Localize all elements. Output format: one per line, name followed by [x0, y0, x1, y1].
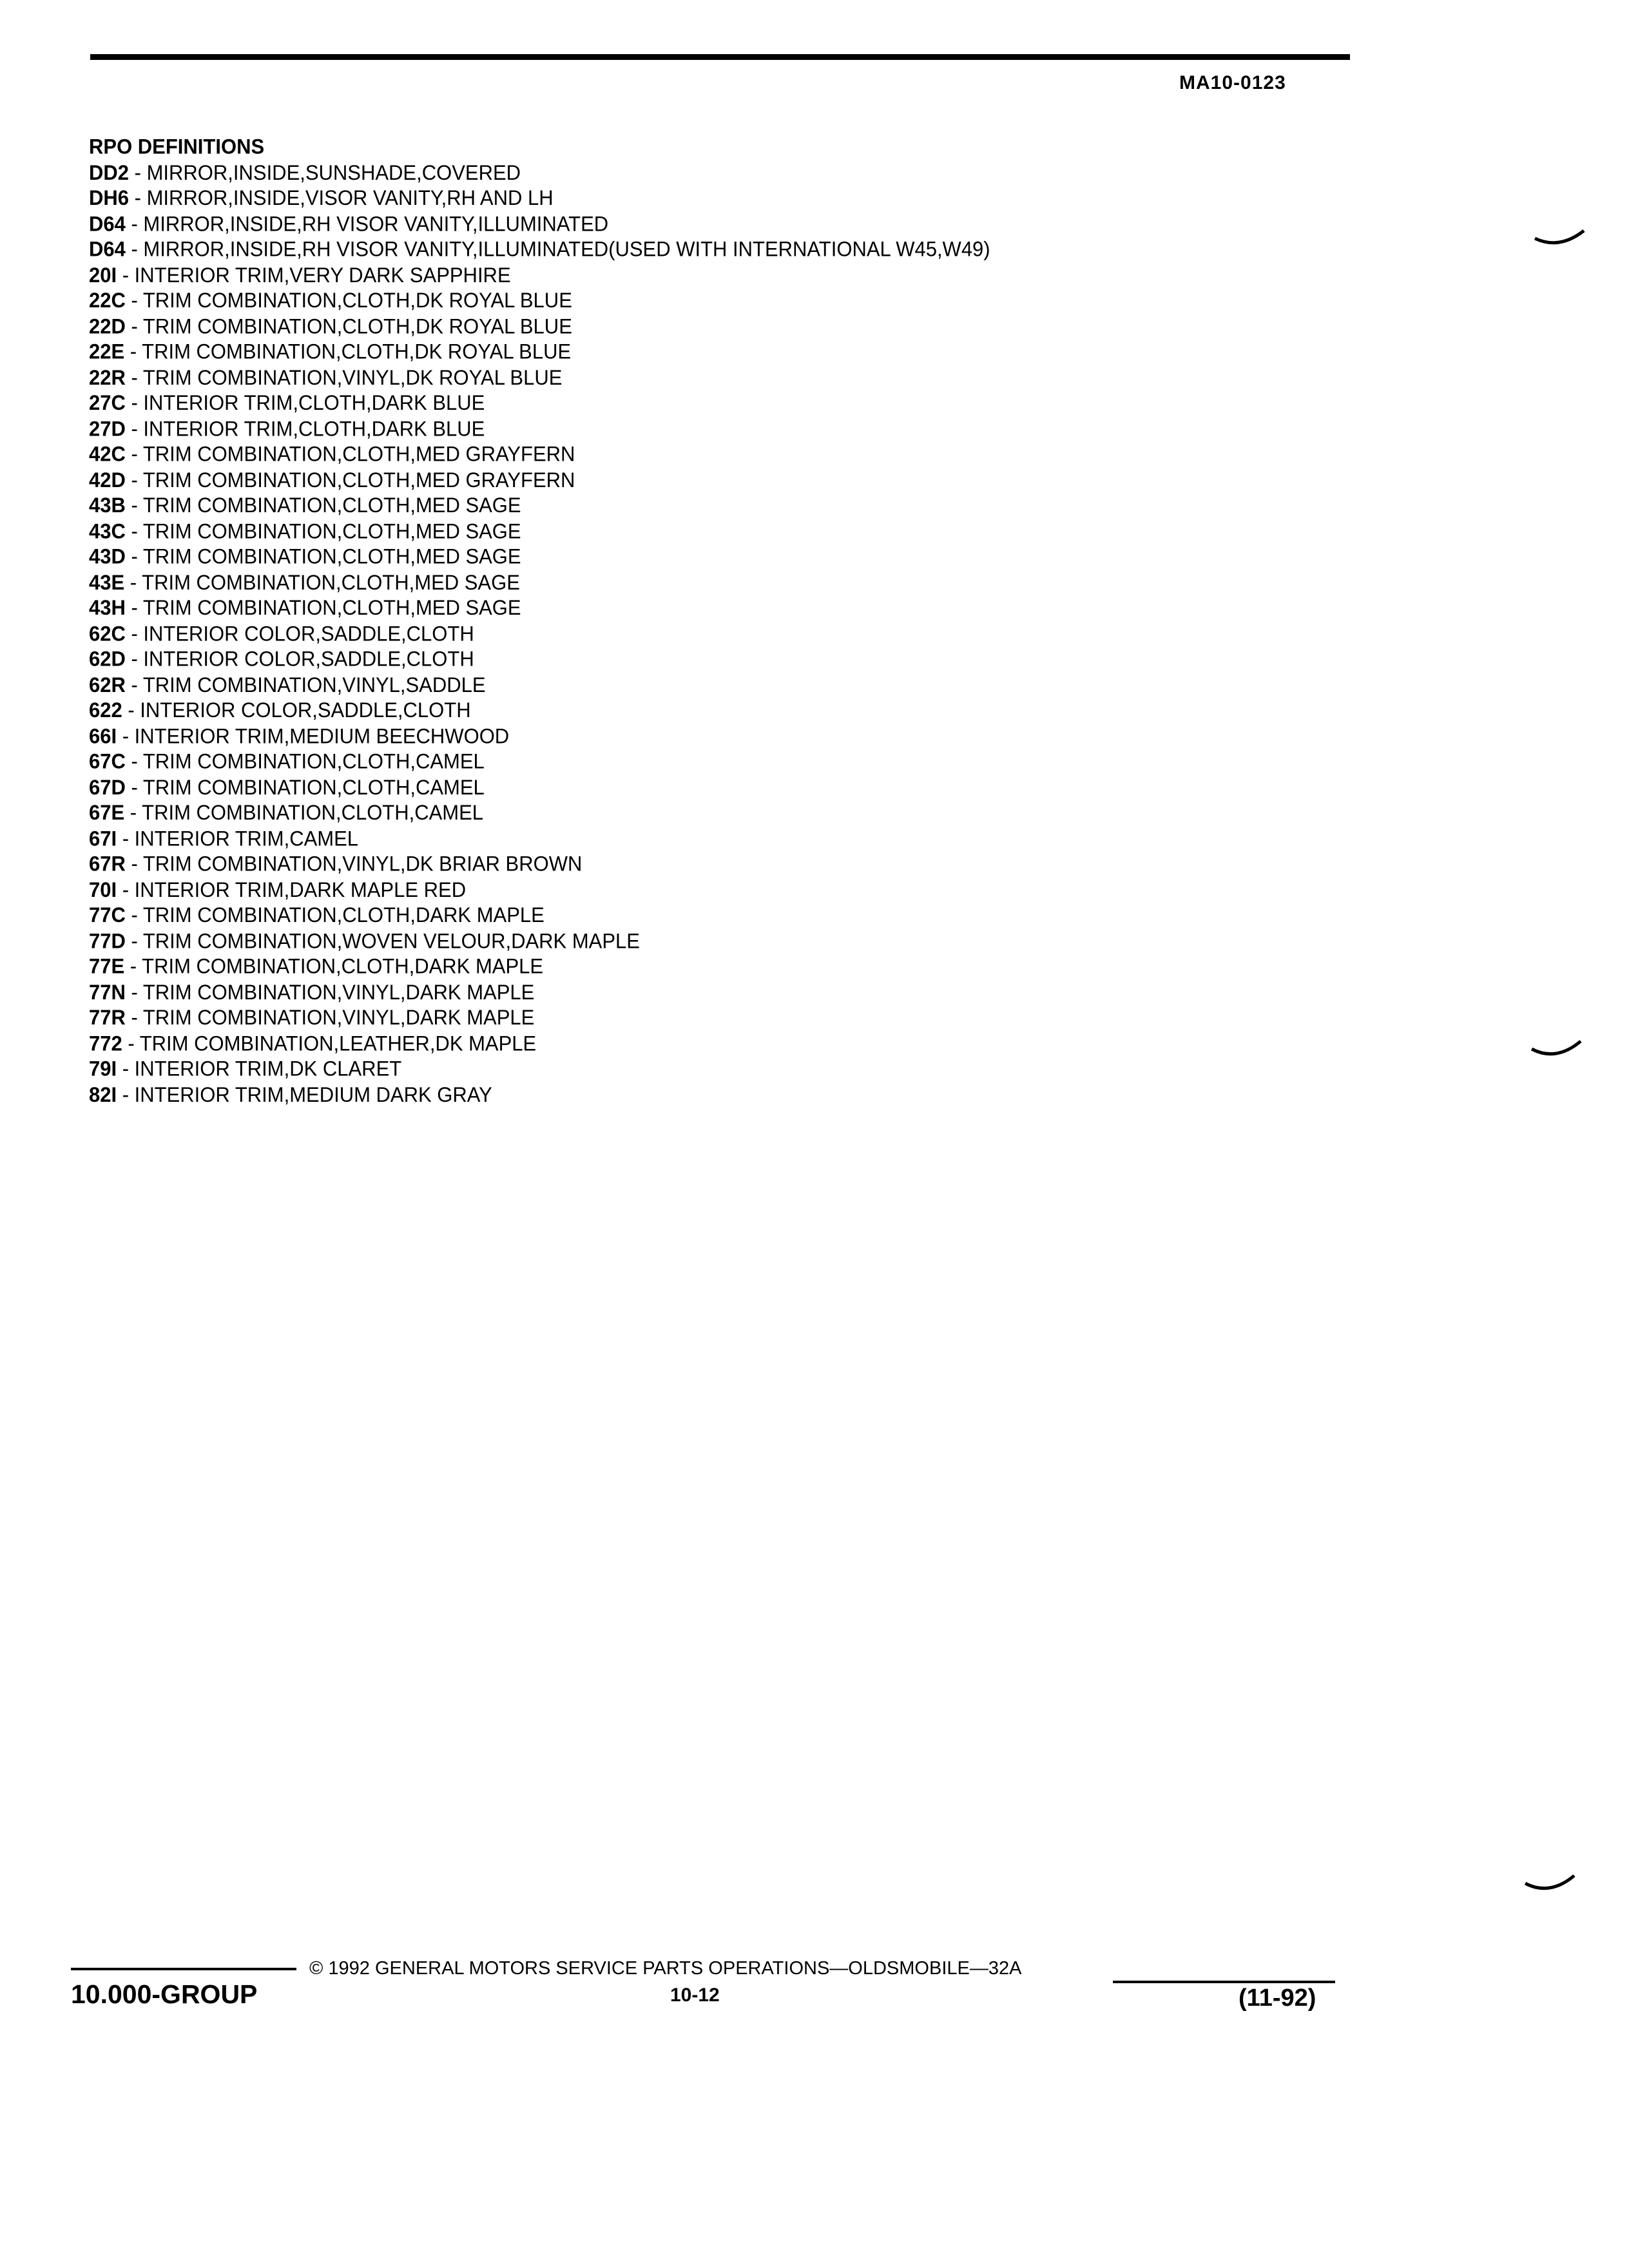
- rpo-code: 67D: [89, 774, 126, 799]
- rpo-entry: [89, 390, 990, 416]
- rpo-description: - TRIM COMBINATION,CLOTH,MED SAGE: [124, 570, 520, 594]
- rpo-code: 62D: [89, 647, 126, 671]
- rpo-description: - INTERIOR COLOR,SADDLE,CLOTH: [125, 647, 474, 671]
- rpo-description: - TRIM COMBINATION,CLOTH,MED SAGE: [125, 544, 521, 569]
- binder-mark: [1534, 226, 1585, 251]
- rpo-entry: [89, 313, 990, 339]
- rpo-code: 27C: [89, 390, 126, 415]
- rpo-description: - TRIM COMBINATION,CLOTH,MED GRAYFERN: [125, 467, 575, 492]
- rpo-entry: [89, 1056, 990, 1082]
- rpo-entry: [89, 698, 990, 724]
- rpo-code: 622: [89, 698, 122, 722]
- rpo-entry: [89, 186, 990, 211]
- rpo-description: - TRIM COMBINATION,CLOTH,CAMEL: [125, 774, 485, 799]
- rpo-description: - INTERIOR COLOR,SADDLE,CLOTH: [122, 698, 471, 722]
- rpo-entry: [89, 339, 990, 365]
- rpo-entry: [89, 416, 990, 441]
- rpo-entry: [89, 441, 990, 467]
- rpo-description: - MIRROR,INSIDE,VISOR VANITY,RH AND LH: [129, 186, 554, 210]
- rpo-code: 43H: [89, 595, 126, 620]
- rpo-entry: [89, 288, 990, 314]
- rpo-description: - INTERIOR TRIM,VERY DARK SAPPHIRE: [117, 262, 511, 287]
- rpo-entry: [89, 595, 990, 620]
- rpo-code: D64: [89, 211, 126, 236]
- rpo-entry: [89, 902, 990, 928]
- rpo-code: 22R: [89, 365, 126, 389]
- rpo-entry: [89, 211, 990, 236]
- rpo-entry: [89, 262, 990, 288]
- rpo-entry: [89, 646, 990, 672]
- rpo-code: 43E: [89, 570, 125, 594]
- rpo-description: - TRIM COMBINATION,CLOTH,DK ROYAL BLUE: [124, 340, 572, 364]
- rpo-description: - TRIM COMBINATION,CLOTH,DARK MAPLE: [124, 954, 544, 979]
- rpo-entry: [89, 570, 990, 595]
- binder-mark: [1530, 1037, 1582, 1063]
- rpo-entry: [89, 365, 990, 390]
- rpo-description: - INTERIOR TRIM,CLOTH,DARK BLUE: [125, 416, 485, 441]
- rpo-code: 77N: [89, 979, 126, 1004]
- rpo-entry: [89, 620, 990, 646]
- rpo-entry: [89, 493, 990, 519]
- footer-rule-left: [71, 1968, 296, 1970]
- footer-rule-right: [1113, 1981, 1335, 1983]
- footer-date: (11-92): [1239, 1984, 1316, 2012]
- rpo-code: 20I: [89, 262, 117, 287]
- footer-copyright: © 1992 GENERAL MOTORS SERVICE PARTS OPERATIONS—OLDSMOBILE—32A: [309, 1958, 1022, 1979]
- rpo-description: - TRIM COMBINATION,CLOTH,MED SAGE: [125, 493, 521, 517]
- rpo-code: 43D: [89, 544, 126, 569]
- rpo-code: 22E: [89, 340, 125, 364]
- rpo-code: 77E: [89, 954, 125, 979]
- rpo-code: DD2: [89, 160, 130, 184]
- rpo-description: - TRIM COMBINATION,VINYL,DK BRIAR BROWN: [125, 852, 583, 876]
- rpo-description: - TRIM COMBINATION,VINYL,DARK MAPLE: [125, 1005, 535, 1030]
- rpo-code: 77C: [89, 903, 126, 927]
- rpo-entry: [89, 672, 990, 698]
- rpo-code: D64: [89, 237, 126, 262]
- rpo-code: 82I: [89, 1082, 117, 1106]
- rpo-entry: [89, 825, 990, 851]
- rpo-description: - INTERIOR TRIM,CAMEL: [117, 826, 359, 850]
- rpo-code: 27D: [89, 416, 126, 441]
- rpo-description: - INTERIOR TRIM,DARK MAPLE RED: [117, 877, 467, 901]
- rpo-description: - TRIM COMBINATION,CLOTH,DARK MAPLE: [125, 903, 545, 927]
- footer-page-number: 10-12: [670, 1984, 720, 2006]
- rpo-description: - INTERIOR TRIM,MEDIUM DARK GRAY: [117, 1082, 492, 1106]
- rpo-entry: [89, 1082, 990, 1108]
- rpo-entry: [89, 1030, 990, 1056]
- rpo-entry: [89, 749, 990, 774]
- rpo-code: 62C: [89, 621, 126, 646]
- rpo-entry: [89, 774, 990, 800]
- rpo-code: 43B: [89, 493, 126, 517]
- rpo-description: - TRIM COMBINATION,CLOTH,CAMEL: [124, 800, 484, 825]
- rpo-code: 66I: [89, 724, 117, 748]
- rpo-entry: [89, 160, 990, 186]
- rpo-description: - TRIM COMBINATION,CLOTH,DK ROYAL BLUE: [125, 288, 572, 312]
- rpo-description: - TRIM COMBINATION,VINYL,DK ROYAL BLUE: [125, 365, 563, 389]
- rpo-description: - INTERIOR TRIM,MEDIUM BEECHWOOD: [117, 724, 510, 748]
- rpo-code: 43C: [89, 519, 126, 543]
- rpo-description: - INTERIOR COLOR,SADDLE,CLOTH: [125, 621, 474, 646]
- rpo-code: 79I: [89, 1057, 117, 1081]
- rpo-entry: [89, 800, 990, 826]
- rpo-description: - MIRROR,INSIDE,RH VISOR VANITY,ILLUMINATED(USED WITH INTERNATIONAL W45,W49): [125, 237, 990, 262]
- rpo-description: - TRIM COMBINATION,VINYL,SADDLE: [125, 672, 486, 697]
- rpo-code: DH6: [89, 186, 130, 210]
- footer-group: 10.000-GROUP: [71, 1979, 258, 2009]
- rpo-code: 70I: [89, 877, 117, 901]
- rpo-entry: [89, 467, 990, 493]
- rpo-description: - TRIM COMBINATION,CLOTH,CAMEL: [125, 749, 485, 774]
- rpo-code: 22C: [89, 288, 126, 312]
- rpo-description: - TRIM COMBINATION,WOVEN VELOUR,DARK MAPLE: [125, 928, 640, 953]
- rpo-entry: [89, 236, 990, 262]
- rpo-code: 62R: [89, 672, 126, 697]
- rpo-code: 67C: [89, 749, 126, 774]
- rpo-code: 67E: [89, 800, 125, 825]
- rpo-heading: RPO DEFINITIONS: [89, 135, 265, 159]
- rpo-entry: [89, 518, 990, 544]
- rpo-description: - MIRROR,INSIDE,SUNSHADE,COVERED: [129, 160, 521, 184]
- rpo-list: [89, 160, 990, 1108]
- rpo-description: - TRIM COMBINATION,VINYL,DARK MAPLE: [125, 979, 535, 1004]
- rpo-code: 67I: [89, 826, 117, 850]
- rpo-code: 42C: [89, 442, 126, 466]
- rpo-entry: [89, 877, 990, 903]
- rpo-entry: [89, 1004, 990, 1030]
- rpo-code: 77R: [89, 1005, 126, 1030]
- rpo-description: - INTERIOR TRIM,CLOTH,DARK BLUE: [125, 390, 485, 415]
- rpo-code: 22D: [89, 314, 126, 338]
- rpo-entry: [89, 979, 990, 1005]
- rpo-entry: [89, 544, 990, 570]
- rpo-description: - TRIM COMBINATION,CLOTH,MED SAGE: [125, 595, 521, 620]
- rpo-entry: [89, 723, 990, 749]
- rpo-code: 42D: [89, 467, 126, 492]
- rpo-code: 77D: [89, 928, 126, 953]
- rpo-code: 67R: [89, 852, 126, 876]
- rpo-entry: [89, 851, 990, 877]
- rpo-description: - TRIM COMBINATION,CLOTH,MED GRAYFERN: [125, 442, 575, 466]
- binder-mark: [1524, 1872, 1576, 1898]
- top-rule: [90, 54, 1350, 60]
- rpo-entry: [89, 928, 990, 954]
- rpo-description: - INTERIOR TRIM,DK CLARET: [117, 1057, 402, 1081]
- rpo-entry: [89, 954, 990, 979]
- rpo-description: - TRIM COMBINATION,LEATHER,DK MAPLE: [122, 1031, 537, 1055]
- document-code: MA10-0123: [1179, 72, 1286, 93]
- rpo-code: 772: [89, 1031, 122, 1055]
- rpo-description: - TRIM COMBINATION,CLOTH,DK ROYAL BLUE: [125, 314, 572, 338]
- rpo-definitions: [89, 134, 990, 1107]
- rpo-description: - MIRROR,INSIDE,RH VISOR VANITY,ILLUMINATED: [125, 211, 609, 236]
- rpo-description: - TRIM COMBINATION,CLOTH,MED SAGE: [125, 519, 521, 543]
